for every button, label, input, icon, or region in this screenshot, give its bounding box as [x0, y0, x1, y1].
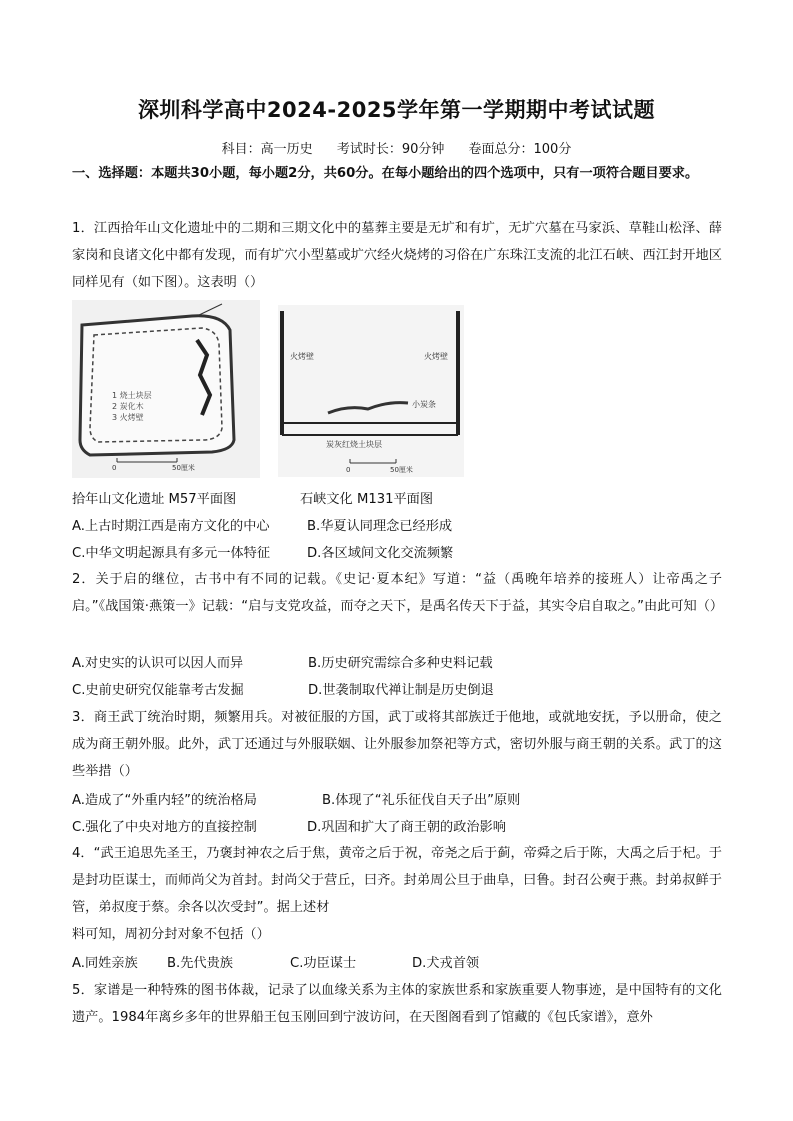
q3-option-d[interactable]: D.巩固和扩大了商王朝的政治影响	[307, 820, 506, 835]
tomb-m57-plan-figure	[72, 300, 260, 478]
fig-right-label-wall-left: 火烤壁	[290, 352, 314, 361]
subject-label: 科目：高一历史	[221, 142, 313, 157]
question-2-options-row-1	[72, 652, 493, 671]
question-1-stem: 1．江西拾年山文化遗址中的二期和三期文化中的墓葬主要是无圹和有圹，无圹穴墓在马家浜、草鞋山松泽、薛家岗和良诸文化中都有发现，而有圹穴小型墓或圹穴经火烧烤的习俗在广东珠江支流的北江石峡、西江封开地区同样见有（如下图）。这表明（）	[72, 221, 722, 290]
question-2-options-row-2	[72, 679, 494, 698]
fig-left-scale-zero: 0	[112, 464, 117, 472]
section-heading: 一、选择题：本题共30小题，每小题2分，共60分。在每小题给出的四个选项中，只有一项符合题目要求。	[72, 166, 699, 181]
exam-title: 深圳科学高中2024-2025学年第一学期期中考试试题	[137, 98, 656, 122]
question-4-options-row	[72, 952, 479, 971]
score-label: 卷面总分：100分	[468, 142, 572, 157]
q1-option-c[interactable]: C.中华文明起源具有多元一体特征	[72, 546, 271, 561]
question-3-options-row-1	[72, 789, 520, 808]
q2-option-a[interactable]: A.对史实的认识可以因人而异	[72, 656, 244, 671]
tomb-m131-plan-figure	[278, 305, 464, 477]
q3-option-b[interactable]: B.体现了“礼乐征伐自天子出”原则	[322, 793, 521, 808]
fig-right-label-charcoal: 小炭条	[412, 400, 436, 409]
exam-info	[0, 138, 793, 157]
fig-right-scale-zero: 0	[346, 466, 351, 474]
question-3-options-row-2	[72, 816, 506, 835]
q3-option-a[interactable]: A.造成了“外重内轻”的统治格局	[72, 793, 257, 808]
question-4-stem: 4．“武王追思先圣王，乃褒封神农之后于焦，黄帝之后于祝，帝尧之后于蓟，帝舜之后于陈，大禹之后于杞。于是封功臣谋士，而师尚父为首封。封尚父于营丘，曰齐。封弟周公旦于曲阜，曰鲁。封召公奭于燕。封弟叔鲜于管，弟叔度于蔡。余各以次受封”。据上述材	[72, 846, 722, 915]
question-3-stem: 3．商王武丁统治时期，频繁用兵。对被征服的方国，武丁或将其部族迁于他地，或就地安抚，予以册命，使之成为商王朝外服。此外，武丁还通过与外服联姻、让外服参加祭祀等方式，密切外服与商王朝的关系。武丁的这些举措（）	[72, 710, 722, 779]
question-1-options-row-2	[72, 542, 453, 561]
fig-right-label-wall-right: 火烤壁	[424, 352, 448, 361]
q2-option-b[interactable]: B.历史研究需综合多种史料记载	[308, 656, 493, 671]
q4-option-a[interactable]: A.同姓亲族	[72, 956, 138, 971]
q4-option-d[interactable]: D.犬戎首领	[412, 956, 480, 971]
question-5-stem: 5．家谱是一种特殊的图书体裁，记录了以血缘关系为主体的家族世系和家族重要人物事迹，是中国特有的文化遗产。1984年离乡多年的世界船王包玉刚回到宁波访问，在天图阁看到了馆藏的《包氏家谱》，意外	[72, 983, 722, 1025]
fig-right-scale: 50厘米	[390, 466, 413, 474]
figure-caption-left: 拾年山文化遗址 M57平面图	[72, 492, 237, 507]
fig-left-label-2: 2 炭化木	[112, 402, 144, 411]
q3-option-c[interactable]: C.强化了中央对地方的直接控制	[72, 820, 257, 835]
q2-option-c[interactable]: C.史前史研究仅能靠考古发掘	[72, 683, 244, 698]
fig-right-label-layer: 炭灰红烧土块层	[326, 440, 382, 449]
question-1-options-row-1	[72, 515, 452, 534]
fig-left-scale: 50厘米	[172, 464, 195, 472]
q4-option-b[interactable]: B.先代贵族	[167, 956, 233, 971]
duration-label: 考试时长：90分钟	[336, 142, 445, 157]
question-2-stem: 2．关于启的继位，古书中有不同的记载。《史记·夏本纪》写道：“益（禹晚年培养的接班人）让帝禹之子启。”《战国策·燕策一》记载：“启与支党攻益，而夺之天下，是禹名传天下于益，其实令启自取之。”由此可知（）	[72, 572, 724, 614]
q4-option-c[interactable]: C.功臣谋士	[290, 956, 357, 971]
question-4-stem-continued: 料可知，周初分封对象不包括（）	[72, 927, 270, 942]
fig-left-label-1: 1 烧土块层	[112, 391, 152, 400]
fig-left-label-3: 3 火烤壁	[112, 413, 144, 422]
q2-option-d[interactable]: D.世袭制取代禅让制是历史倒退	[308, 683, 494, 698]
figure-caption-right: 石峡文化 M131平面图	[300, 492, 434, 507]
q1-option-b[interactable]: B.华夏认同理念已经形成	[307, 519, 453, 534]
q1-option-a[interactable]: A.上古时期江西是南方文化的中心	[72, 519, 270, 534]
q1-option-d[interactable]: D.各区域间文化交流频繁	[307, 546, 454, 561]
